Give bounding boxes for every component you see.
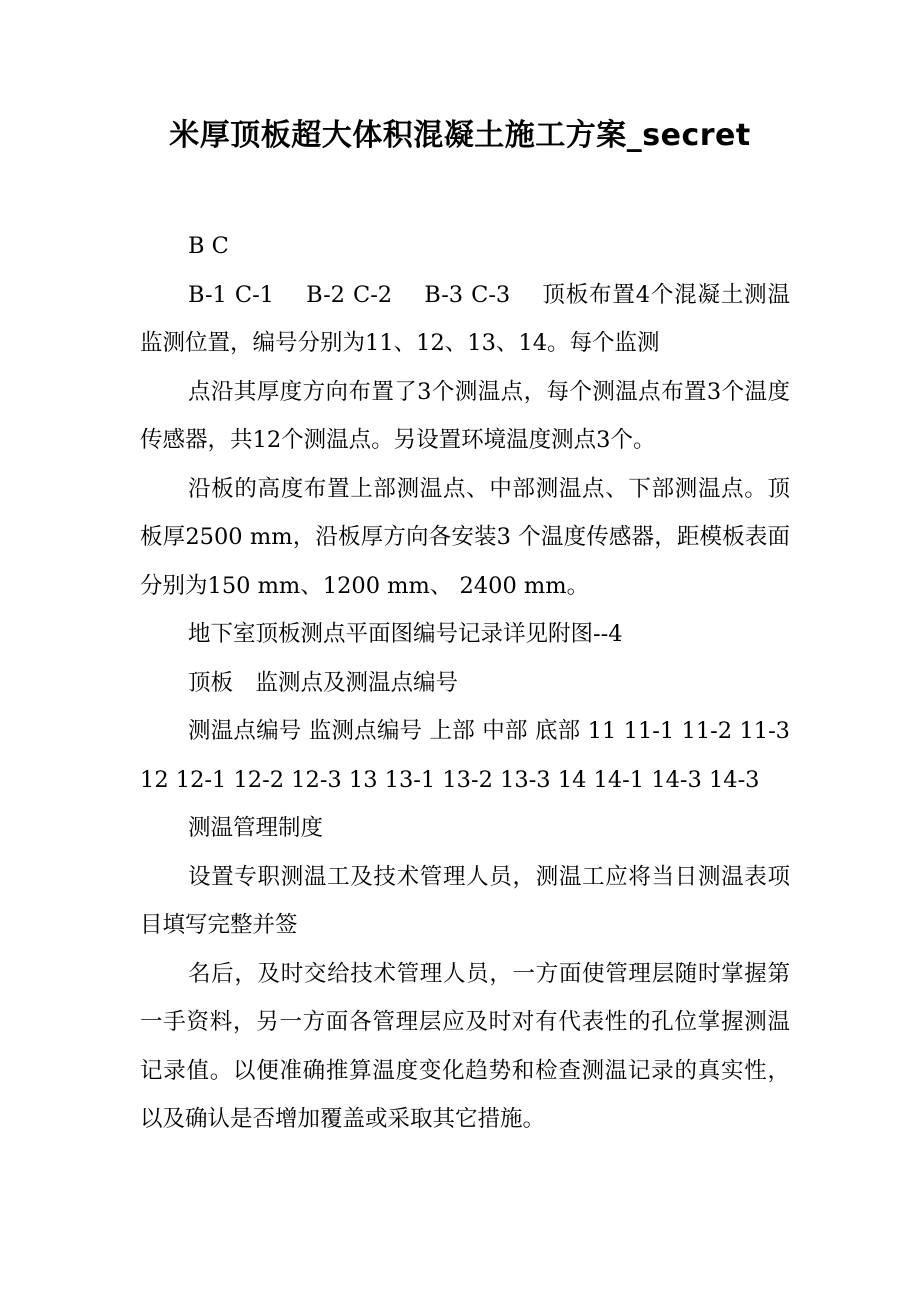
document-body	[140, 222, 790, 1144]
paragraph-point-numbers: 测温点编号 监测点编号 上部 中部 底部 11 11-1 11-2 11-3 12 12-1 12-2 12-3 13 13-1 13-2 13-3 14 14-1 14-3 14-3	[140, 718, 790, 793]
paragraph-layout-positions: B-1 C-1 B-2 C-2 B-3 C-3 顶板布置4个混凝土测温监测位置，编号分别为11、12、13、14。每个监测	[140, 281, 790, 356]
paragraph-staffing: 设置专职测温工及技术管理人员，测温工应将当日测温表项目填写完整并签	[140, 863, 790, 938]
document-title: 米厚顶板超大体积混凝土施工方案_secret	[169, 118, 751, 153]
paragraph-sensor-heights: 沿板的高度布置上部测温点、中部测温点、下部测温点。顶板厚2500 mm，沿板厚方向各安装3 个温度传感器，距模板表面分别为150 mm、1200 mm、 2400 mm。	[140, 475, 790, 599]
paragraph-sensor-points: 点沿其厚度方向布置了3个测温点，每个测温点布置3个温度传感器，共12个测温点。另设置环境温度测点3个。	[140, 378, 790, 453]
paragraph-appendix-reference: 地下室顶板测点平面图编号记录详见附图--4	[188, 621, 623, 647]
paragraph-table-caption: 顶板 监测点及测温点编号	[188, 669, 459, 696]
section-heading-management: 测温管理制度	[188, 815, 324, 841]
paragraph-reporting: 名后，及时交给技术管理人员，一方面使管理层随时掌握第一手资料，另一方面各管理层应及时对有代表性的孔位掌握测温记录值。以便准确推算温度变化趋势和检查测温记录的真实性，以及确认是否增加覆盖或采取其它措施。	[140, 960, 790, 1132]
paragraph-grid-labels: B C	[188, 233, 229, 259]
